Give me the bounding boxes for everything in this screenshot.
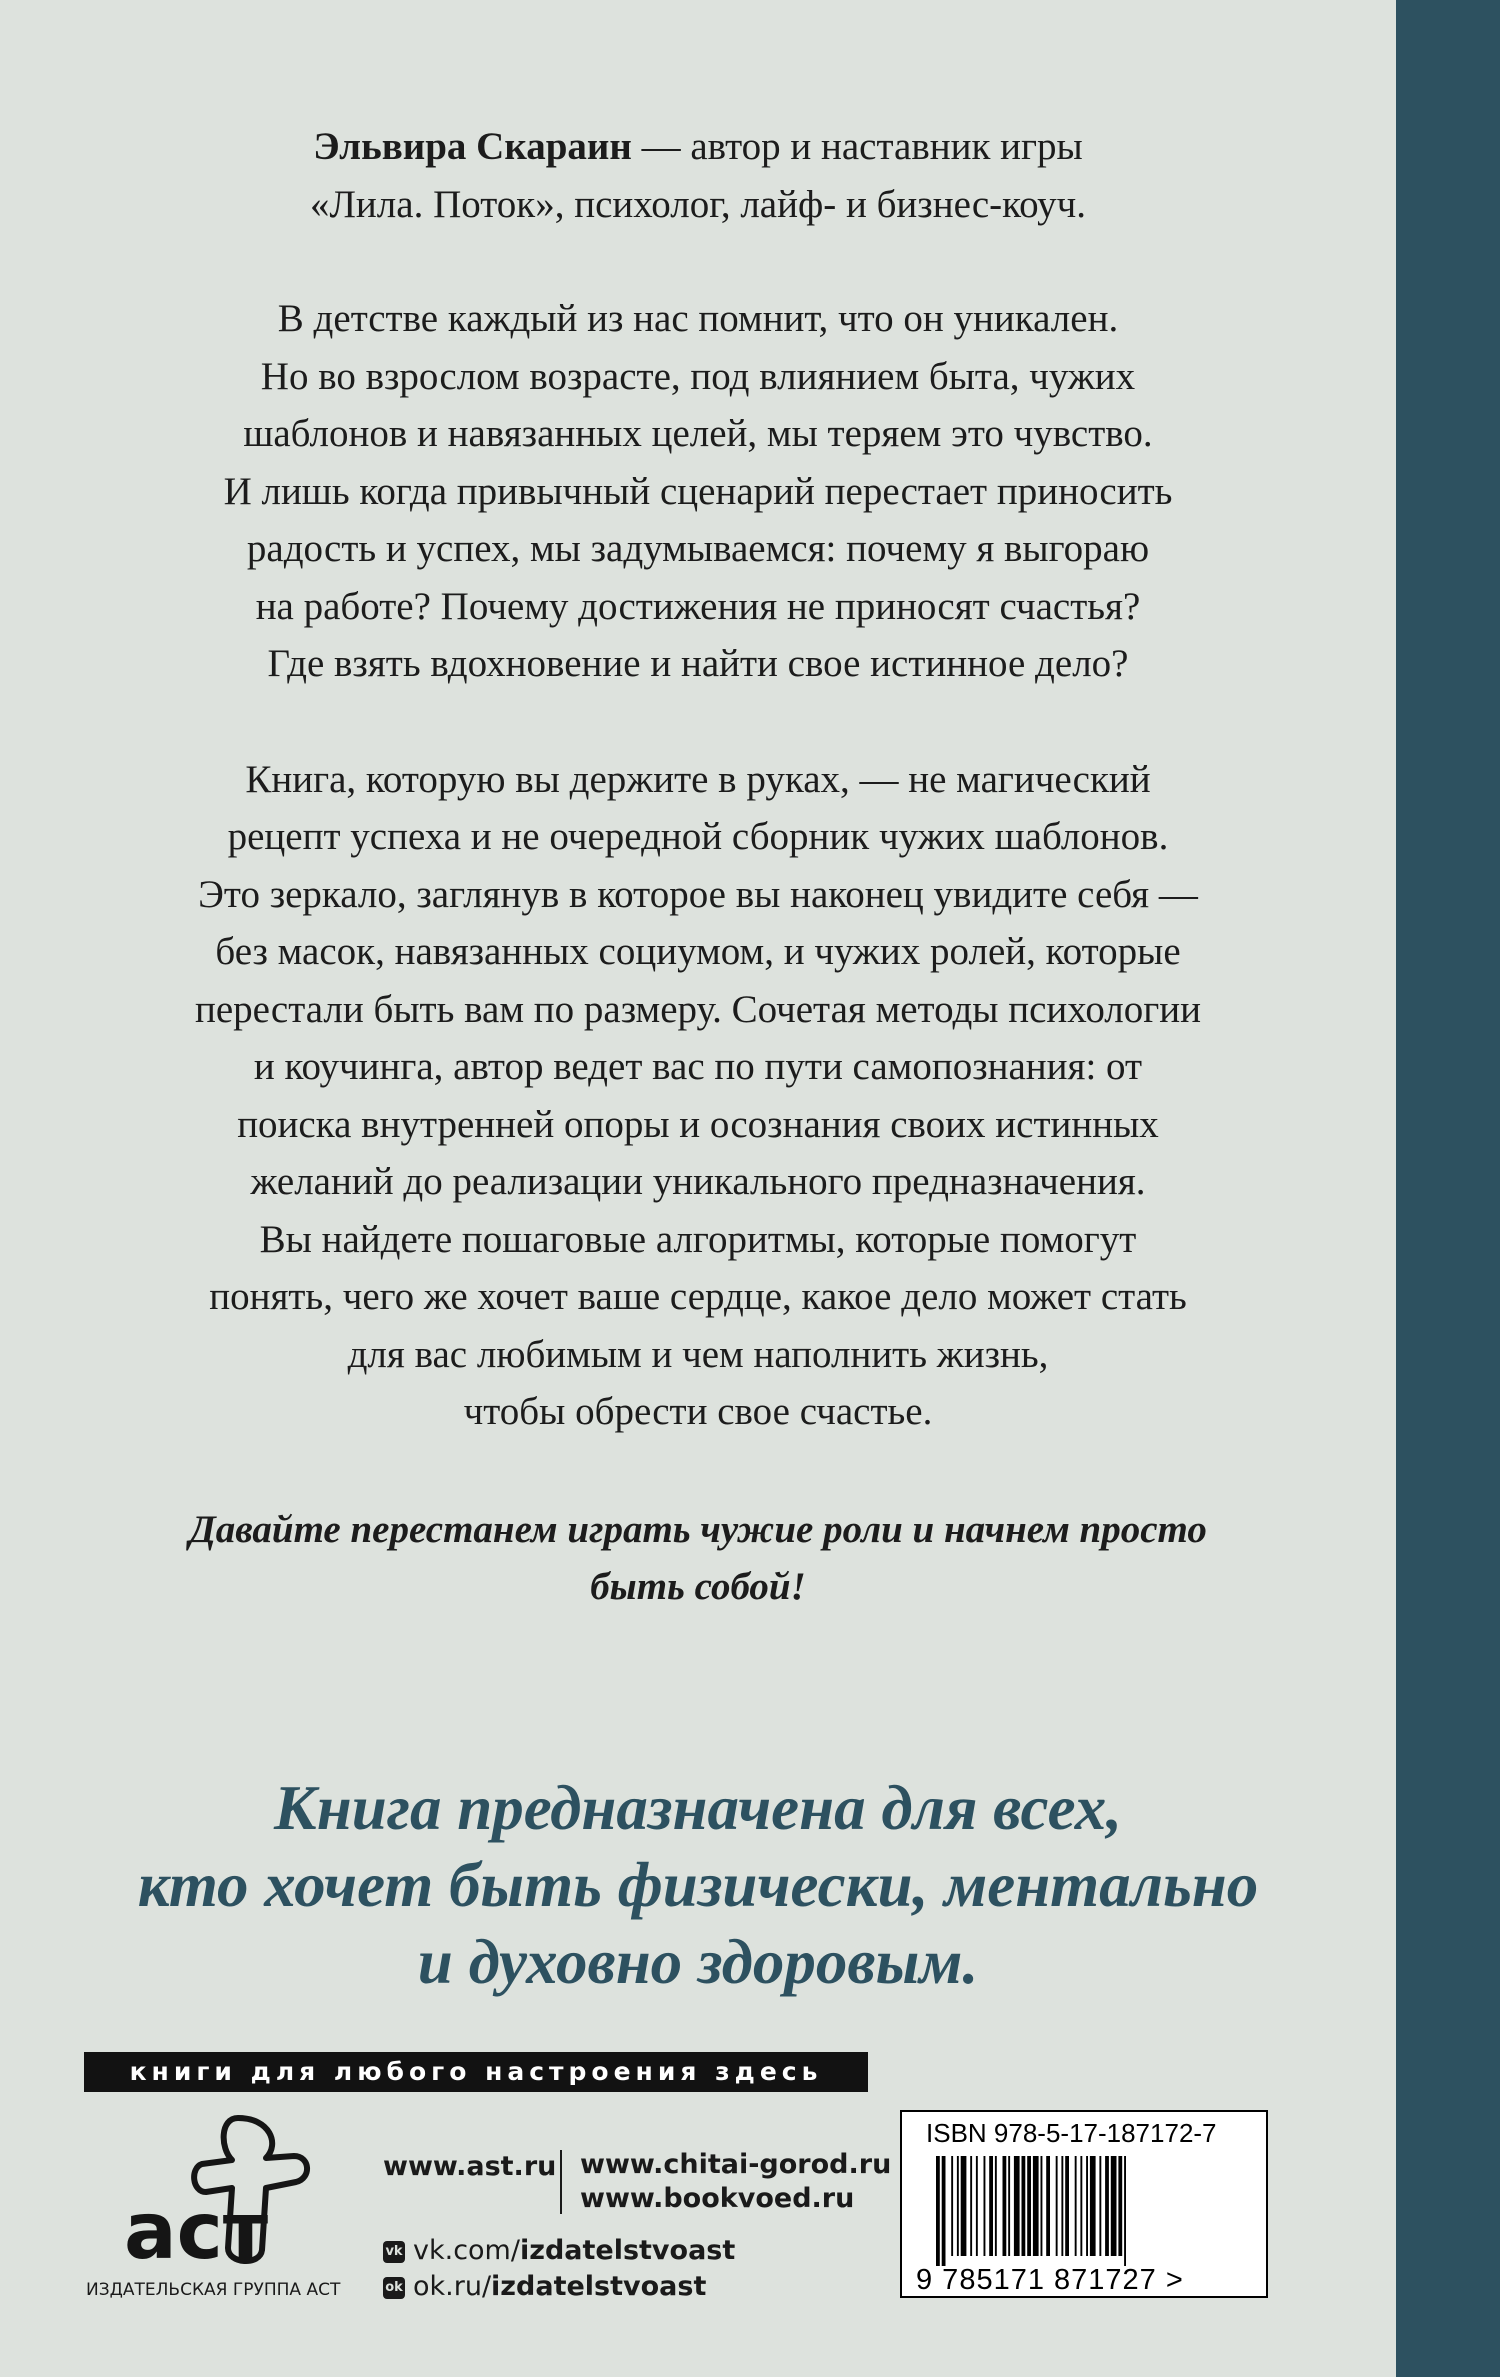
barcode-bar (936, 2156, 940, 2266)
barcode-icon (934, 2156, 1234, 2266)
barcode-bar (1086, 2156, 1088, 2256)
promo-banner: книги для любого настроения здесь (84, 2052, 868, 2092)
text-line: и коучинга, автор ведет вас по пути самопознания: от (253, 1045, 1143, 1088)
tagline-line: Книга предназначена для всех, (273, 1773, 1122, 1843)
barcode-bar (984, 2156, 986, 2256)
text-line: Где взять вдохновение и найти свое истинное дело? (267, 642, 1129, 685)
barcode-bar (970, 2156, 972, 2256)
barcode-bar (1022, 2156, 1026, 2256)
callout-line: Давайте перестанем играть чужие роли и начнем просто (189, 1507, 1207, 1551)
text-line: понять, чего же хочет ваше сердце, какое дело может стать (209, 1275, 1187, 1318)
text-line: на работе? Почему достижения не приносят счастья? (255, 584, 1141, 628)
barcode-bar (995, 2156, 997, 2256)
spine-strip (1396, 0, 1500, 2377)
tagline-line: кто хочет быть физически, ментально (137, 1850, 1259, 1920)
text-line: без масок, навязанных социумом, и чужих ролей, которые (215, 930, 1181, 973)
links-divider (560, 2150, 562, 2214)
chitai-gorod-link[interactable]: www.chitai-gorod.ru (580, 2149, 892, 2180)
barcode-bar (1124, 2156, 1126, 2266)
description-block (40, 118, 1356, 1615)
ok-prefix: ok.ru/ (413, 2271, 492, 2302)
barcode-bar (1046, 2156, 1050, 2256)
text-line: Но во взрослом возрасте, под влиянием быта, чужих (260, 354, 1136, 398)
ok-handle: izdatelstvoast (491, 2271, 707, 2302)
logo-text: аст (124, 2187, 269, 2272)
text-line: для вас любимым и чем наполнить жизнь, (347, 1332, 1049, 1376)
barcode-bar (976, 2156, 978, 2256)
barcode-bar (989, 2156, 993, 2256)
text-line: Книга, которую вы держите в руках, — не магический (245, 757, 1151, 801)
paragraph-childhood (40, 290, 1356, 693)
barcode-bar (1111, 2156, 1117, 2256)
text-line: чтобы обрести свое счастье. (463, 1390, 933, 1433)
ok-icon: ok (383, 2277, 405, 2299)
barcode-bar (1041, 2156, 1043, 2256)
barcode-digits: 9 785171 871727 > (916, 2264, 1184, 2296)
callout (40, 1501, 1356, 1615)
barcode-bar (1099, 2156, 1101, 2256)
barcode-bar (1105, 2156, 1109, 2256)
text-line: шаблонов и навязанных целей, мы теряем это чувство. (243, 412, 1153, 455)
text-line: В детстве каждый из нас помнит, что он уникален. (277, 297, 1119, 340)
barcode-bar (1056, 2156, 1058, 2256)
barcode-bar (1080, 2156, 1082, 2256)
barcode-bar (1008, 2156, 1010, 2256)
barcode-bar (1118, 2156, 1122, 2256)
intro-line: — автор и наставник игры (631, 125, 1083, 168)
text-line: перестали быть вам по размеру. Сочетая методы психологии (194, 987, 1202, 1031)
tagline-line: и духовно здоровым. (417, 1927, 979, 1997)
barcode-bar (942, 2156, 946, 2266)
isbn-label: ISBN 978-5-17-187172-7 (926, 2118, 1217, 2148)
text-line: Это зеркало, заглянув в которое вы наконец увидите себя — (198, 872, 1198, 916)
text-line: рецепт успеха и не очередной сборник чужих шаблонов. (227, 815, 1169, 858)
vk-link[interactable] (383, 2234, 735, 2268)
text-line: радость и успех, мы задумываемся: почему я выгораю (246, 527, 1150, 570)
author-name: Эльвира Скараин (313, 125, 632, 168)
site-link[interactable]: www.ast.ru (383, 2151, 557, 2182)
ok-link[interactable] (383, 2270, 706, 2304)
vk-prefix: vk.com/ (413, 2235, 520, 2266)
barcode-bar (961, 2156, 967, 2256)
vk-handle: izdatelstvoast (519, 2235, 736, 2266)
barcode-bar (951, 2156, 953, 2256)
author-intro (40, 118, 1356, 233)
vk-icon: vk (383, 2241, 405, 2263)
text-line: И лишь когда привычный сценарий перестает приносить (223, 469, 1173, 513)
barcode-bar (1014, 2156, 1020, 2256)
barcode-bar (1061, 2156, 1063, 2256)
publisher-label: ИЗДАТЕЛЬСКАЯ ГРУППА АСТ (86, 2280, 341, 2300)
isbn-barcode-box (900, 2110, 1268, 2298)
barcode-bar (1003, 2156, 1007, 2256)
bookvoed-link[interactable]: www.bookvoed.ru (580, 2183, 855, 2214)
barcode-bar (1065, 2156, 1069, 2256)
barcode-bar (1090, 2156, 1096, 2256)
barcode-bar (1027, 2156, 1031, 2256)
barcode-bar (1033, 2156, 1039, 2256)
paragraph-book (40, 751, 1356, 1441)
text-line: Вы найдете пошаговые алгоритмы, которые помогут (259, 1217, 1137, 1261)
callout-line: быть собой! (590, 1564, 806, 1608)
barcode-bar (1075, 2156, 1077, 2256)
text-line: поиска внутренней опоры и осознания своих истинных (237, 1102, 1159, 1146)
barcode-bar (957, 2156, 959, 2256)
intro-line: «Лила. Поток», психолог, лайф- и бизнес-коуч. (309, 182, 1087, 226)
tagline (40, 1770, 1356, 2001)
text-line: желаний до реализации уникального предназначения. (250, 1160, 1146, 1203)
ast-logo (120, 2108, 320, 2272)
